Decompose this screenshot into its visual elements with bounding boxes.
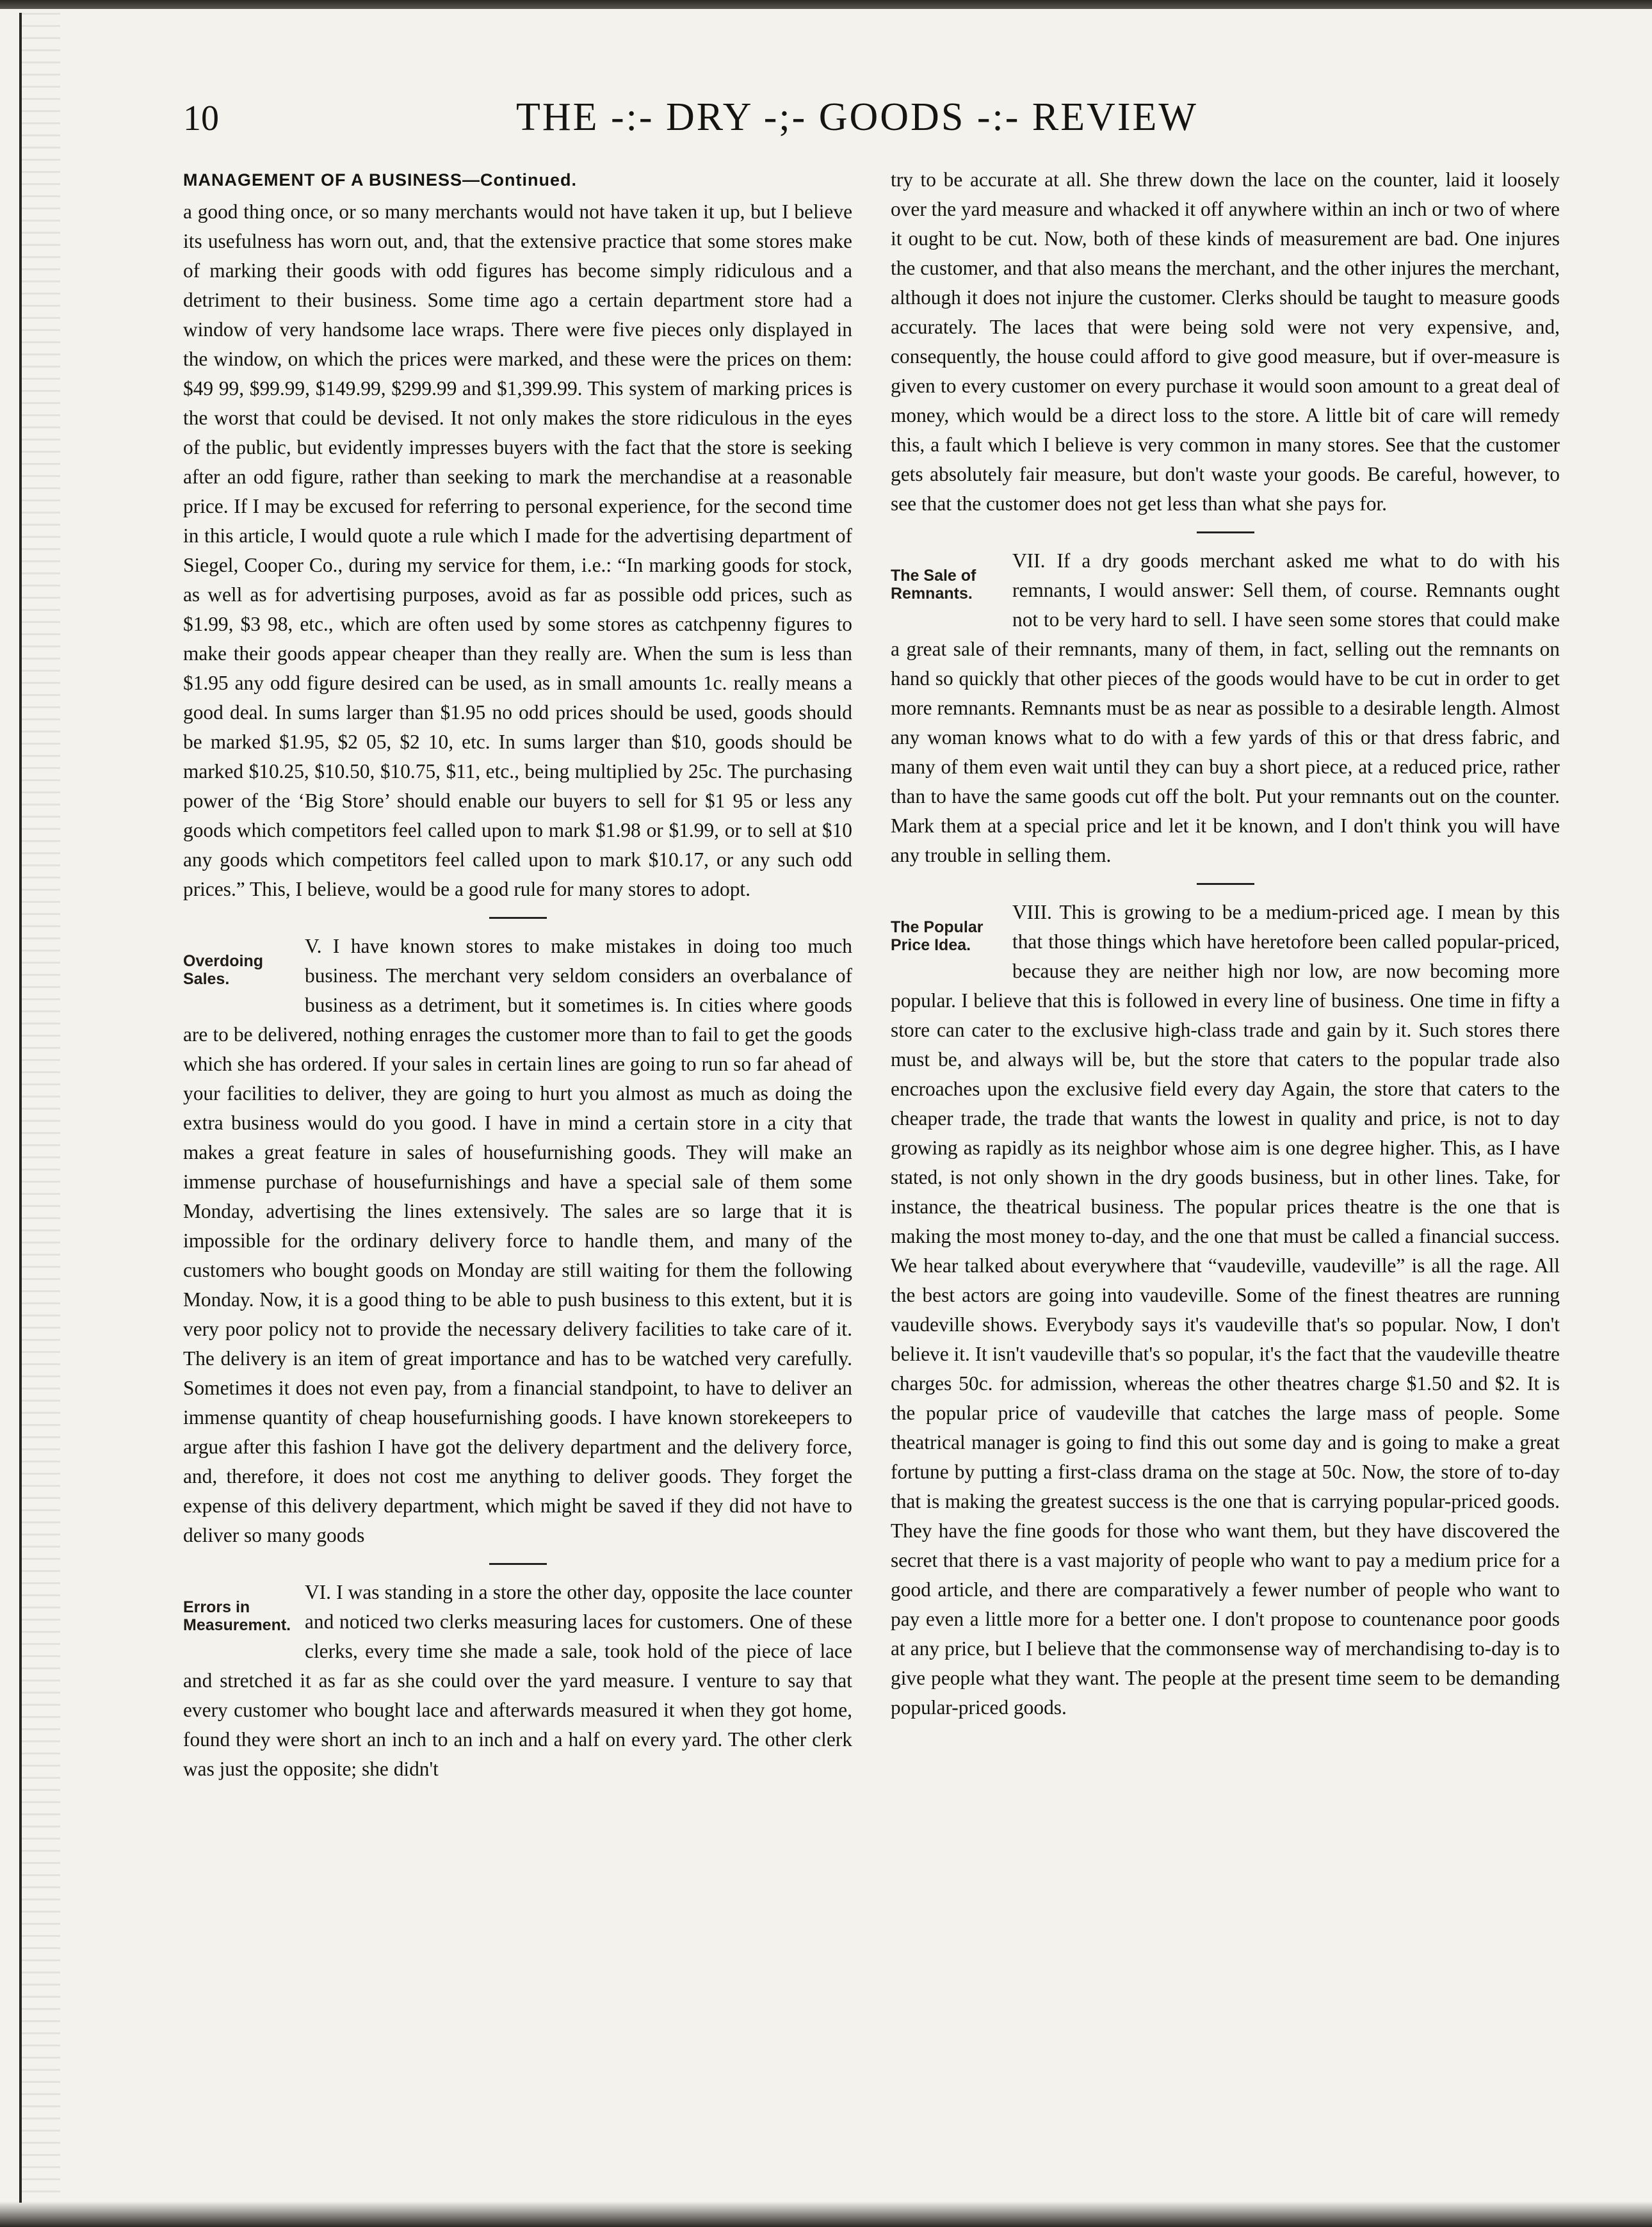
side-heading-line: Sales.: [183, 970, 230, 988]
article-paragraph: V. I have known stores to make mistakes in doing too much business. The merchant very seldom considers an overbalance of business as a detriment, but it sometimes is. In cities where goods are to be delivered, nothing enrages the customer more than to fail to get the goods which she has ordered. If your sales in certain lines are going to run so far ahead of your facilities to deliver, they are going to hurt you almost as much as doing the extra business would do you good. I have in mind a certain store in a city that makes a great feature in sales of housefurnishing goods. They will make an immense purchase of housefurnishings and have a special sale of them some Monday, advertising the lines extensively. The sales are so large that it is impossible for the ordinary delivery force to handle them, and many of the customers who bought goods on Monday are still waiting for them the following Monday. Now, it is a good thing to be able to push business to this extent, but it is very poor policy not to provide the necessary delivery facilities to take care of it. The delivery is an item of great importance and has to be watched very carefully. Sometimes it does not even pay, from a financial standpoint, to have to deliver an immense quantity of cheap housefurnishing goods. I have known storekeepers to argue after this fashion I have got the delivery department and the delivery force, and, therefore, it does not cost me anything to deliver goods. They forget the expense of this delivery department, which might be saved if they did not have to deliver so many goods: [183, 935, 852, 1546]
section-divider: [1197, 531, 1254, 533]
article-paragraph: a good thing once, or so many merchants would not have taken it up, but I believe its usefulness has worn out, and, that the extensive practice that some stores make of marking their goods with odd figures has become simply ridiculous and a detriment to their business. Some time ago a certain department store had a window of very handsome lace wraps. There were five pieces only displayed in the window, on which the prices were marked, and these were the prices on them: $49 99, $99.99, $149.99, $299.99 and $1,399.99. This system of marking prices is the worst that could be devised. It not only makes the store ridiculous in the eyes of the public, but evidently impresses buyers with the fact that the store is seeking after an odd figure, rather than seeking to mark the merchandise at a reasonable price. If I may be excused for referring to personal experience, for the second time in this article, I would quote a rule which I made for the advertising department of Siegel, Cooper Co., during my service for them, i.e.: “In marking goods for stock, as well as for advertising purposes, avoid as far as possible odd prices, such as $1.99, $3 98, etc., which are often used by some stores as catchpenny figures to make their goods appear cheaper than they really are. When the sum is less than $1.95 any odd figure desired can be used, as in small amounts 1c. really means a good deal. In sums larger than $1.95 no odd prices should be used, goods should be marked $1.95, $2 05, $2 10, etc. In sums larger than $10, goods should be marked $10.25, $10.50, $10.75, $11, etc., being multiplied by 25c. The purchasing power of the ‘Big Store’ should enable our buyers to sell for $1 95 or less any goods which competitors feel called upon to mark $1.98 or $1.99, or to sell at $10 any goods which competitors feel called upon to mark $10.17, or any such odd prices.” This, I believe, would be a good rule for many stores to adopt.: [183, 200, 852, 900]
article-paragraph: VIII. This is growing to be a medium-priced age. I mean by this that those things which have heretofore been called popular-priced, because they are neither high nor low, are now becoming more popular. I believe that this is followed in every line of business. One time in fifty a store can cater to the exclusive high-class trade and gain by it. Such stores there must be, and always will be, but the store that caters to the popular trade also encroaches upon the exclusive field every day Again, the store that caters to the cheaper trade, the trade that wants the lowest in quality and price, is not to day growing as rapidly as its neighbor whose aim is one degree higher. This, as I have stated, is not only shown in the dry goods business, but in other lines. Take, for instance, the theatrical business. The popular prices theatre is the one that is making the most money to-day, and the one that must be called a financial success. We hear talked about everywhere that “vaudeville, vaudeville” is all the rage. All the best actors are going into vaudeville. Some of the finest theatres are running vaudeville shows. Everybody says it's vaudeville that's so popular. Now, I don't believe it. It isn't vaudeville that's so popular, it's the fact that the vaudeville theatre charges 50c. for admission, whereas the other theatres charge $1.50 and $2. It is the popular price of vaudeville that catches the large mass of people. Some theatrical manager is going to find this out some day and is going to make a great fortune by putting a first-class drama on the stage at 50c. Now, the store of to-day that is making the greatest success is the one that is carrying popular-priced goods. They have the fine goods for those who want them, but they have discovered the secret that there is a vast majority of people who want to pay a medium price for a good article, and there are comparatively a fewer number of people who want to pay even a little more for a better one. I don't propose to countenance poor goods at any price, but I believe that the commonsense way of merchandising to-day is to give people what they want. The people at the present time seem to be demanding popular-priced goods.: [891, 901, 1560, 1719]
side-heading: [183, 932, 305, 998]
section-head: MANAGEMENT OF A BUSINESS—Continued.: [183, 170, 577, 190]
section-popular-price-idea: [891, 898, 1560, 1722]
side-heading: [891, 546, 1012, 613]
scan-top-edge: [0, 0, 1652, 9]
side-heading-line: The Sale of: [891, 567, 976, 585]
side-heading-line: Price Idea.: [891, 936, 971, 954]
side-heading-line: Remnants.: [891, 585, 973, 603]
section-sale-of-remnants: [891, 546, 1560, 870]
side-heading-line: Errors in: [183, 1598, 250, 1616]
side-heading: [891, 898, 1012, 964]
section-divider: [1197, 883, 1254, 885]
article-paragraph: try to be accurate at all. She threw down the lace on the counter, laid it loosely over the yard measure and whacked it off anywhere within an inch or two of where it ought to be cut. Now, both of these kinds of measurement are bad. One injures the customer, and that also means the merchant, and the other injures the merchant, although it does not injure the customer. Clerks should be taught to measure goods accurately. The laces that were being sold were not very expensive, and, consequently, the house could afford to give good measure, but if over-measure is given to every customer on every purchase it would soon amount to a great deal of money, which would be a direct loss to the store. A little bit of care will remedy this, a fault which I believe is very common in many stores. See that the customer gets absolutely fair measure, but don't waste your goods. Be careful, however, to see that the customer does not get less than what she pays for.: [891, 168, 1560, 515]
section-errors-in-measurement: [183, 1578, 852, 1784]
section-divider: [489, 917, 547, 919]
section-divider: [489, 1563, 547, 1565]
section-overdoing-sales: [183, 932, 852, 1550]
left-column: [183, 165, 852, 1784]
side-heading-line: Overdoing: [183, 952, 264, 970]
scan-bottom-edge: [0, 2201, 1652, 2227]
side-heading-line: The Popular: [891, 918, 984, 936]
article-paragraph: VII. If a dry goods merchant asked me what to do with his remnants, I would answer: Sell them, of course. Remnants ought not to be very hard to sell. I have seen some stores that could make a great sale of their remnants, many of them, in fact, selling out the remnants on hand so quickly that other pieces of the goods would have to be cut in order to get more remnants. Remnants must be as near as possible to a desirable length. Almost any woman knows what to do with a few yards of this or that dress fabric, and many of them even wait until they can buy a short piece, at a reduced price, rather than to have the same goods cut off the bolt. Put your remnants out on the counter. Mark them at a special price and let it be known, and I don't think you will have any trouble in selling them.: [891, 549, 1560, 866]
side-heading: [183, 1578, 305, 1644]
right-column: [891, 165, 1560, 1722]
article-paragraph: VI. I was standing in a store the other day, opposite the lace counter and noticed two clerks measuring laces for customers. One of these clerks, every time she made a sale, took hold of the piece of lace and stretched it as far as she could over the yard measure. I venture to say that every customer who bought lace and afterwards measured it when they got home, found they were short an inch to an inch and a half on every yard. The other clerk was just the opposite; she didn't: [183, 1581, 852, 1780]
page-header: [183, 95, 1579, 149]
masthead-title: THE -:- DRY -;- GOODS -:- REVIEW: [516, 95, 1198, 139]
side-heading-line: Measurement.: [183, 1616, 291, 1634]
scan-binding-edge: [19, 13, 60, 2203]
page-number: 10: [183, 99, 219, 138]
